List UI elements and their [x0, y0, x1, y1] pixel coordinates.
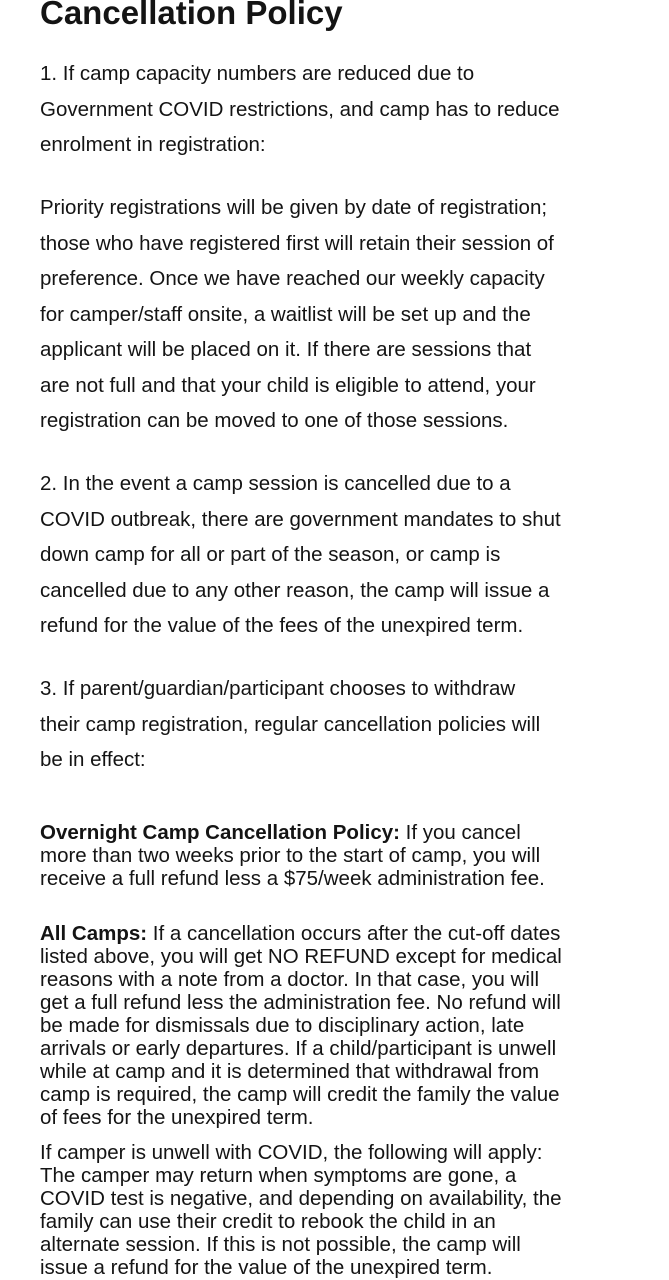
all-camps-line: be made for dismissals due to disciplinary action, late [40, 1014, 525, 1037]
priority-line: are not full and that your child is eligible to attend, your [40, 373, 536, 397]
priority-line: preference. Once we have reached our weekly capacity [40, 267, 545, 290]
item-3-paragraph [40, 671, 640, 778]
overnight-first-line [40, 821, 640, 844]
item-2-line: cancelled due to any other reason, the camp will issue a [40, 578, 550, 602]
overnight-first-line-text: If you cancel [399, 821, 521, 844]
all-camps-line: arrivals or early departures. If a child/participant is unwell [40, 1037, 557, 1060]
all-camps-first-line [40, 922, 640, 945]
item-2-line: down camp for all or part of the season, or camp is [40, 543, 501, 566]
all-camps-line: listed above, you will get NO REFUND except for medical [40, 945, 562, 968]
covid-unwell-line: If camper is unwell with COVID, the following will apply: [40, 1141, 543, 1164]
overnight-line: receive a full refund less a $75/week administration fee. [40, 867, 545, 890]
priority-line: Priority registrations will be given by date of registration; [40, 196, 548, 219]
priority-line: applicant will be placed on it. If there are sessions that [40, 338, 532, 361]
item-1-paragraph [40, 56, 640, 163]
item-1-line: 1. If camp capacity numbers are reduced due to [40, 62, 475, 85]
priority-line: for camper/staff onsite, a waitlist will be set up and the [40, 302, 531, 326]
covid-unwell-line: alternate session. If this is not possible, the camp will [40, 1233, 521, 1256]
covid-unwell-line: family can use their credit to rebook the child in an [40, 1210, 496, 1233]
all-camps-line: of fees for the unexpired term. [40, 1106, 314, 1129]
covid-unwell-line: The camper may return when symptoms are gone, a [40, 1164, 517, 1187]
covid-unwell-paragraph [40, 1141, 640, 1279]
all-camps-first-line-text: If a cancellation occurs after the cut-off dates [147, 922, 561, 945]
all-camps-line: camp is required, the camp will credit the family the value [40, 1083, 560, 1106]
item-3-line: their camp registration, regular cancellation policies will [40, 712, 541, 736]
all-camps-line: get a full refund less the administration fee. No refund will [40, 991, 561, 1014]
item-1-line: enrolment in registration: [40, 133, 266, 156]
overnight-camp-heading: Overnight Camp Cancellation Policy: [40, 821, 400, 844]
priority-paragraph [40, 190, 640, 439]
page-title: Cancellation Policy [40, 0, 343, 31]
priority-line: registration can be moved to one of those sessions. [40, 409, 509, 432]
item-3-line: be in effect: [40, 748, 146, 771]
item-1-line: Government COVID restrictions, and camp has to reduce [40, 97, 560, 121]
item-2-line: 2. In the event a camp session is cancelled due to a [40, 472, 511, 495]
overnight-camp-paragraph [40, 821, 640, 890]
priority-line: those who have registered first will retain their session of [40, 231, 554, 255]
item-2-paragraph [40, 466, 640, 644]
all-camps-line: while at camp and it is determined that withdrawal from [40, 1060, 540, 1083]
all-camps-heading: All Camps: [40, 922, 148, 945]
item-3-line: 3. If parent/guardian/participant chooses to withdraw [40, 677, 516, 700]
item-2-line: COVID outbreak, there are government mandates to shut [40, 507, 561, 531]
all-camps-line: reasons with a note from a doctor. In that case, you will [40, 968, 540, 991]
covid-unwell-line: issue a refund for the value of the unexpired term. [40, 1256, 493, 1279]
all-camps-paragraph [40, 922, 640, 1129]
covid-unwell-line: COVID test is negative, and depending on availability, the [40, 1187, 562, 1210]
overnight-line: more than two weeks prior to the start of camp, you will [40, 844, 541, 867]
item-2-line: refund for the value of the fees of the unexpired term. [40, 614, 524, 637]
